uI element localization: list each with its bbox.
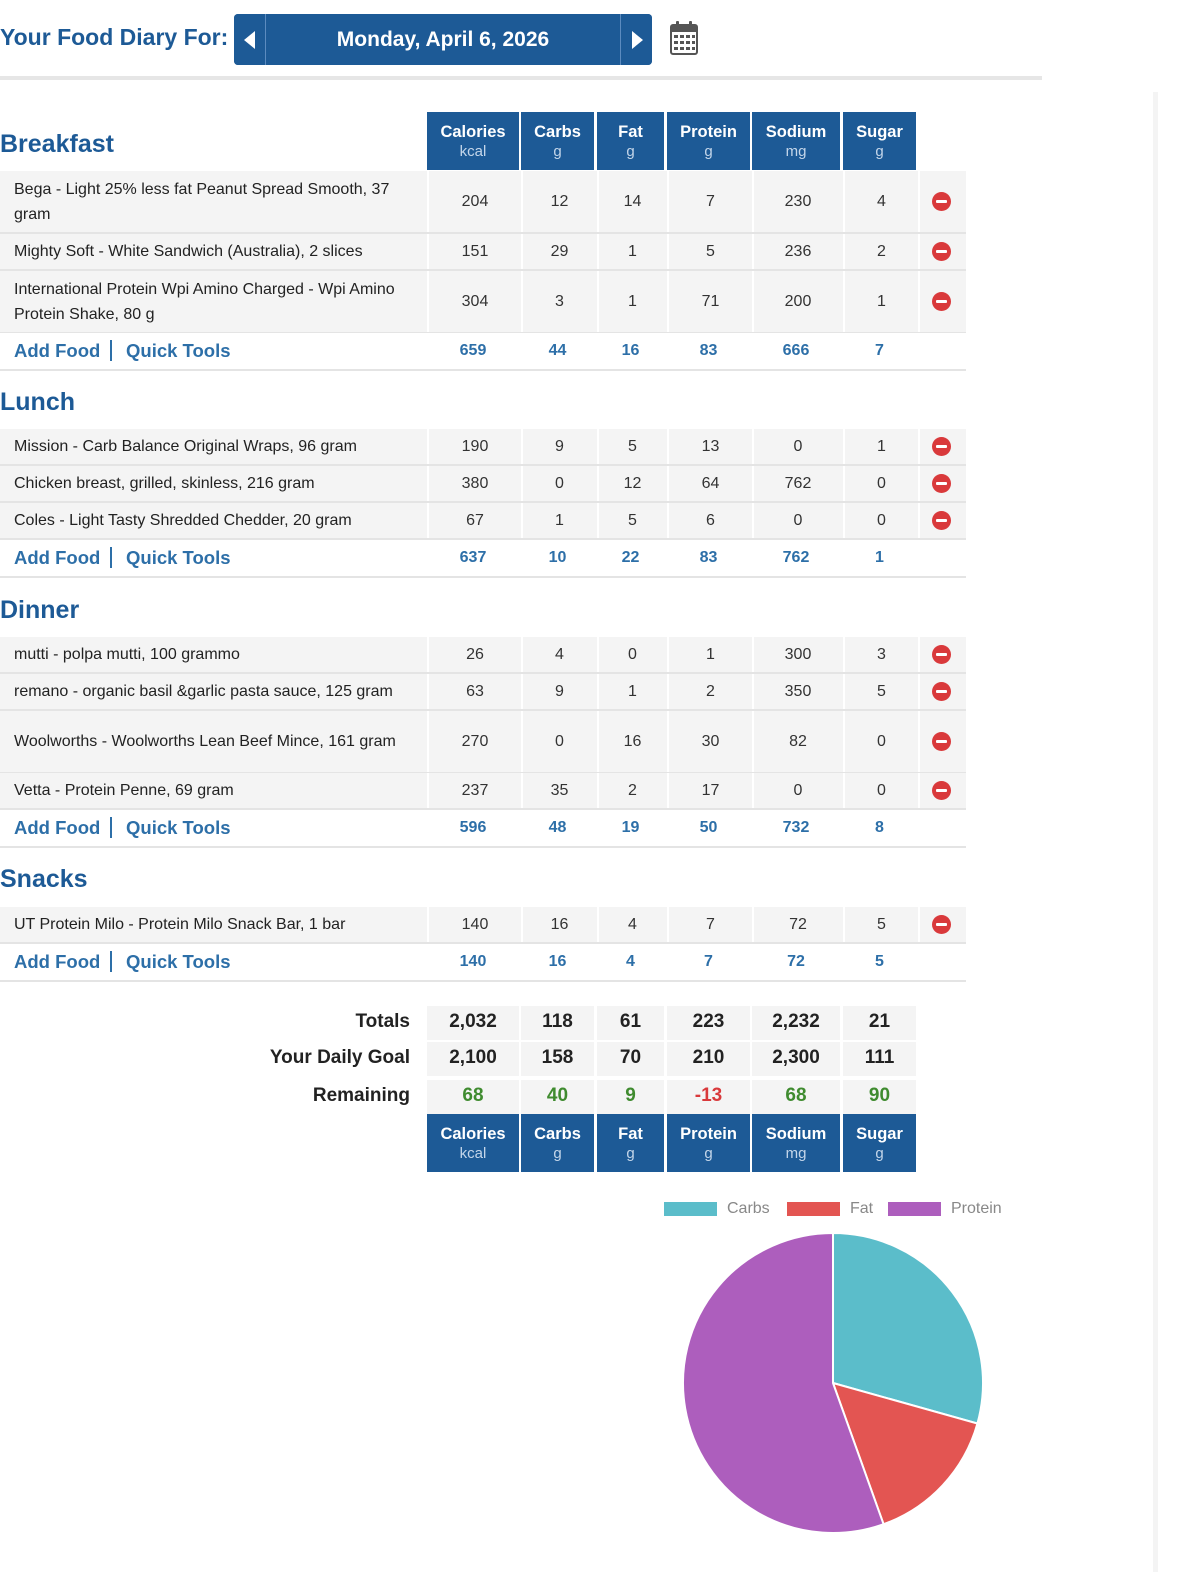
- delete-entry-icon[interactable]: [932, 732, 951, 751]
- food-carbs-value: 0: [521, 466, 596, 501]
- food-calories-value: 190: [427, 429, 521, 464]
- food-calories-value: 380: [427, 466, 521, 501]
- meal-total-sugar: 8: [875, 819, 884, 836]
- breakfast-title: Breakfast: [0, 130, 114, 158]
- legend-swatch: [888, 1202, 941, 1216]
- food-sodium-value: 300: [752, 637, 842, 672]
- column-name: Protein: [680, 123, 737, 141]
- food-calories-value: 151: [427, 234, 521, 269]
- food-carbs-value: 3: [521, 271, 596, 332]
- delete-entry-icon[interactable]: [932, 292, 951, 311]
- legend-label: Fat: [850, 1200, 874, 1217]
- food-name[interactable]: Bega - Light 25% less fat Peanut Spread Smooth, 37 gram: [14, 180, 390, 223]
- link-separator: [110, 951, 112, 972]
- remaining-label: Remaining: [312, 1085, 410, 1106]
- remaining-calories: 68: [462, 1085, 484, 1106]
- meal-total-carbs: 16: [548, 953, 567, 970]
- column-name: Sugar: [856, 123, 903, 141]
- food-name[interactable]: remano - organic basil &garlic pasta sauce, 125 gram: [14, 683, 393, 700]
- column-unit: g: [553, 143, 562, 160]
- meal-total-carbs: 48: [548, 819, 567, 836]
- food-fat-value: 1: [597, 271, 666, 332]
- remaining-sugar: 90: [868, 1085, 891, 1106]
- remaining-carbs: 40: [546, 1085, 569, 1106]
- delete-entry-icon[interactable]: [932, 645, 951, 664]
- meal-total-calories: 659: [459, 342, 487, 359]
- food-name[interactable]: Woolworths - Woolworths Lean Beef Mince, 161 gram: [14, 733, 396, 750]
- page-title: Your Food Diary For:: [0, 24, 229, 50]
- food-fat-value: 16: [597, 711, 666, 772]
- food-sugar-value: 5: [843, 907, 918, 942]
- bottom-header-sugar: [843, 1114, 916, 1172]
- macro-pie-chart: [680, 1230, 986, 1536]
- add-food-link[interactable]: Add Food: [14, 817, 101, 838]
- meal-total-fat: 4: [626, 953, 635, 970]
- column-name: Carbs: [534, 1125, 581, 1143]
- link-separator: [110, 340, 112, 361]
- delete-entry-icon[interactable]: [932, 242, 951, 261]
- remaining-fat: 9: [625, 1085, 636, 1106]
- delete-entry-icon[interactable]: [932, 682, 951, 701]
- food-sugar-value: 4: [843, 171, 918, 232]
- bottom-header-protein: [667, 1114, 750, 1172]
- food-row[interactable]: [0, 907, 966, 944]
- food-name[interactable]: mutti - polpa mutti, 100 grammo: [14, 646, 240, 663]
- meal-total-protein: 50: [699, 819, 718, 836]
- delete-entry-icon[interactable]: [932, 192, 951, 211]
- food-fat-value: 12: [597, 466, 666, 501]
- meal-total-sodium: 72: [787, 953, 805, 970]
- next-day-button[interactable]: [620, 14, 652, 65]
- your-daily-goal-label: Your Daily Goal: [269, 1047, 410, 1068]
- delete-entry-icon[interactable]: [932, 474, 951, 493]
- column-unit: g: [704, 143, 713, 160]
- food-protein-value: 5: [667, 234, 752, 269]
- column-unit: kcal: [459, 1145, 487, 1162]
- lunch-summary-row: [0, 540, 966, 578]
- delete-entry-icon[interactable]: [932, 437, 951, 456]
- delete-entry-icon[interactable]: [932, 781, 951, 800]
- add-food-link[interactable]: Add Food: [14, 340, 101, 361]
- food-protein-value: 13: [667, 429, 752, 464]
- food-fat-value: 14: [597, 171, 666, 232]
- legend-label: Protein: [951, 1200, 1002, 1217]
- bottom-header-sodium: [752, 1114, 840, 1172]
- quick-tools-link[interactable]: Quick Tools: [126, 951, 231, 972]
- column-name: Sodium: [765, 123, 827, 141]
- column-unit: g: [875, 143, 884, 160]
- totals-sugar: 21: [868, 1011, 891, 1032]
- lunch-title: Lunch: [0, 388, 75, 416]
- food-row[interactable]: [0, 637, 966, 674]
- food-sugar-value: 0: [843, 711, 918, 772]
- legend-label: Carbs: [727, 1200, 770, 1217]
- food-calories-value: 63: [427, 674, 521, 709]
- totals-sodium: 2,232: [772, 1011, 820, 1032]
- header-divider: [0, 76, 1042, 80]
- food-carbs-value: 35: [521, 773, 596, 808]
- food-carbs-value: 0: [521, 711, 596, 772]
- food-calories-value: 237: [427, 773, 521, 808]
- food-carbs-value: 9: [521, 674, 596, 709]
- meal-total-carbs: 10: [548, 549, 567, 566]
- food-carbs-value: 12: [521, 171, 596, 232]
- meal-total-fat: 22: [621, 549, 640, 566]
- food-carbs-value: 9: [521, 429, 596, 464]
- meal-total-calories: 637: [459, 549, 487, 566]
- column-unit: mg: [785, 143, 807, 160]
- food-fat-value: 0: [597, 637, 666, 672]
- legend-item-carbs[interactable]: [664, 1199, 770, 1219]
- meal-total-sodium: 666: [782, 342, 810, 359]
- food-sodium-value: 0: [752, 773, 842, 808]
- column-name: Sodium: [765, 1125, 827, 1143]
- prev-day-button[interactable]: [234, 14, 266, 65]
- legend-swatch: [787, 1202, 840, 1216]
- food-sugar-value: 1: [843, 429, 918, 464]
- meal-total-sodium: 762: [782, 549, 810, 566]
- your-daily-goal-sugar: 111: [864, 1047, 895, 1068]
- food-name[interactable]: Mighty Soft - White Sandwich (Australia), 2 slices: [14, 243, 363, 260]
- top-header-protein: [667, 112, 750, 170]
- food-sodium-value: 200: [752, 271, 842, 332]
- food-sodium-value: 350: [752, 674, 842, 709]
- food-row[interactable]: [0, 429, 966, 466]
- triangle-left-icon: [243, 30, 257, 50]
- food-sugar-value: 0: [843, 466, 918, 501]
- food-calories-value: 140: [427, 907, 521, 942]
- totals-protein: 223: [692, 1011, 725, 1032]
- food-sugar-value: 2: [843, 234, 918, 269]
- food-calories-value: 204: [427, 171, 521, 232]
- quick-tools-link[interactable]: Quick Tools: [126, 340, 231, 361]
- dinner-title: Dinner: [0, 596, 80, 624]
- bottom-header-calories: [427, 1114, 519, 1172]
- food-sugar-value: 1: [843, 271, 918, 332]
- top-header-sodium: [752, 112, 840, 170]
- your-daily-goal-fat: 70: [619, 1047, 642, 1068]
- your-daily-goal-protein: 210: [692, 1047, 725, 1068]
- meal-total-calories: 140: [459, 953, 487, 970]
- food-row[interactable]: [0, 171, 966, 234]
- food-row[interactable]: [0, 503, 966, 540]
- food-sodium-value: 0: [752, 503, 842, 538]
- food-sodium-value: 230: [752, 171, 842, 232]
- meal-total-sugar: 7: [875, 342, 884, 359]
- link-separator: [110, 547, 112, 568]
- snacks-summary-row: [0, 944, 966, 982]
- food-carbs-value: 4: [521, 637, 596, 672]
- totals-label: Totals: [355, 1011, 410, 1032]
- food-protein-value: 2: [667, 674, 752, 709]
- your-daily-goal-carbs: 158: [541, 1047, 574, 1068]
- column-unit: kcal: [459, 143, 487, 160]
- food-fat-value: 5: [597, 503, 666, 538]
- food-carbs-value: 29: [521, 234, 596, 269]
- meal-total-carbs: 44: [548, 342, 567, 359]
- food-carbs-value: 1: [521, 503, 596, 538]
- column-name: Calories: [440, 123, 506, 141]
- page-scroll-edge: [1153, 92, 1158, 1572]
- meal-total-protein: 83: [699, 342, 718, 359]
- food-protein-value: 6: [667, 503, 752, 538]
- meal-total-protein: 83: [699, 549, 718, 566]
- date-navigator: [234, 14, 652, 65]
- food-calories-value: 26: [427, 637, 521, 672]
- totals-fat: 61: [619, 1011, 642, 1032]
- add-food-link[interactable]: Add Food: [14, 547, 101, 568]
- food-calories-value: 67: [427, 503, 521, 538]
- food-protein-value: 7: [667, 907, 752, 942]
- food-sugar-value: 3: [843, 637, 918, 672]
- meal-total-fat: 19: [621, 819, 640, 836]
- snacks-title: Snacks: [0, 865, 88, 893]
- top-header-carbs: [521, 112, 594, 170]
- food-row[interactable]: [0, 711, 966, 774]
- food-sodium-value: 0: [752, 429, 842, 464]
- food-sugar-value: 5: [843, 674, 918, 709]
- your-daily-goal-sodium: 2,300: [772, 1047, 820, 1068]
- quick-tools-link[interactable]: Quick Tools: [126, 817, 231, 838]
- top-header-sugar: [843, 112, 916, 170]
- food-fat-value: 4: [597, 907, 666, 942]
- food-protein-value: 64: [667, 466, 752, 501]
- dinner-summary-row: [0, 810, 966, 848]
- meal-total-sugar: 5: [875, 953, 884, 970]
- food-fat-value: 5: [597, 429, 666, 464]
- food-calories-value: 270: [427, 711, 521, 772]
- meal-total-protein: 7: [704, 953, 713, 970]
- food-carbs-value: 16: [521, 907, 596, 942]
- column-unit: g: [626, 1145, 635, 1162]
- column-name: Sugar: [856, 1125, 903, 1143]
- column-name: Carbs: [534, 123, 581, 141]
- column-name: Protein: [680, 1125, 737, 1143]
- food-row[interactable]: [0, 674, 966, 711]
- column-name: Fat: [618, 1125, 643, 1143]
- food-name[interactable]: Coles - Light Tasty Shredded Chedder, 20 gram: [14, 512, 352, 529]
- totals-calories: 2,032: [449, 1011, 497, 1032]
- column-unit: g: [553, 1145, 562, 1162]
- legend-item-fat[interactable]: [787, 1199, 873, 1219]
- column-unit: mg: [785, 1145, 807, 1162]
- food-sugar-value: 0: [843, 773, 918, 808]
- meal-total-sugar: 1: [875, 549, 884, 566]
- triangle-right-icon: [630, 30, 644, 50]
- current-date[interactable]: Monday, April 6, 2026: [336, 28, 550, 51]
- food-fat-value: 2: [597, 773, 666, 808]
- food-protein-value: 71: [667, 271, 752, 332]
- meal-total-calories: 596: [459, 819, 487, 836]
- food-fat-value: 1: [597, 674, 666, 709]
- food-row[interactable]: [0, 271, 966, 334]
- food-sodium-value: 236: [752, 234, 842, 269]
- food-protein-value: 30: [667, 711, 752, 772]
- legend-swatch: [664, 1202, 717, 1216]
- link-separator: [110, 817, 112, 838]
- food-protein-value: 17: [667, 773, 752, 808]
- delete-entry-icon[interactable]: [932, 915, 951, 934]
- meal-total-sodium: 732: [782, 819, 810, 836]
- food-row[interactable]: [0, 773, 966, 810]
- top-header-fat: [597, 112, 664, 170]
- food-name[interactable]: Vetta - Protein Penne, 69 gram: [14, 782, 234, 799]
- legend-item-protein[interactable]: [888, 1199, 1002, 1219]
- food-sodium-value: 762: [752, 466, 842, 501]
- column-unit: g: [875, 1145, 884, 1162]
- food-name[interactable]: UT Protein Milo - Protein Milo Snack Bar, 1 bar: [14, 916, 346, 933]
- food-protein-value: 1: [667, 637, 752, 672]
- food-calories-value: 304: [427, 271, 521, 332]
- food-name[interactable]: Mission - Carb Balance Original Wraps, 96 gram: [14, 438, 357, 455]
- bottom-header-fat: [597, 1114, 664, 1172]
- remaining-protein: -13: [694, 1085, 723, 1106]
- column-name: Fat: [618, 123, 643, 141]
- remaining-sodium: 68: [785, 1085, 807, 1106]
- column-unit: g: [704, 1145, 713, 1162]
- food-row[interactable]: [0, 234, 966, 271]
- food-sodium-value: 82: [752, 711, 842, 772]
- column-unit: g: [626, 143, 635, 160]
- top-header-calories: [427, 112, 519, 170]
- food-name[interactable]: International Protein Wpi Amino Charged - Wpi Amino Protein Shake, 80 g: [14, 280, 395, 323]
- add-food-link[interactable]: Add Food: [14, 951, 101, 972]
- bottom-header-carbs: [521, 1114, 594, 1172]
- totals-carbs: 118: [542, 1011, 573, 1032]
- food-sugar-value: 0: [843, 503, 918, 538]
- breakfast-summary-row: [0, 333, 966, 371]
- quick-tools-link[interactable]: Quick Tools: [126, 547, 231, 568]
- calendar-icon[interactable]: [670, 20, 698, 56]
- food-row[interactable]: [0, 466, 966, 503]
- column-name: Calories: [440, 1125, 506, 1143]
- food-sodium-value: 72: [752, 907, 842, 942]
- your-daily-goal-calories: 2,100: [449, 1047, 497, 1068]
- food-protein-value: 7: [667, 171, 752, 232]
- food-name[interactable]: Chicken breast, grilled, skinless, 216 gram: [14, 475, 315, 492]
- food-fat-value: 1: [597, 234, 666, 269]
- meal-total-fat: 16: [621, 342, 640, 359]
- delete-entry-icon[interactable]: [932, 511, 951, 530]
